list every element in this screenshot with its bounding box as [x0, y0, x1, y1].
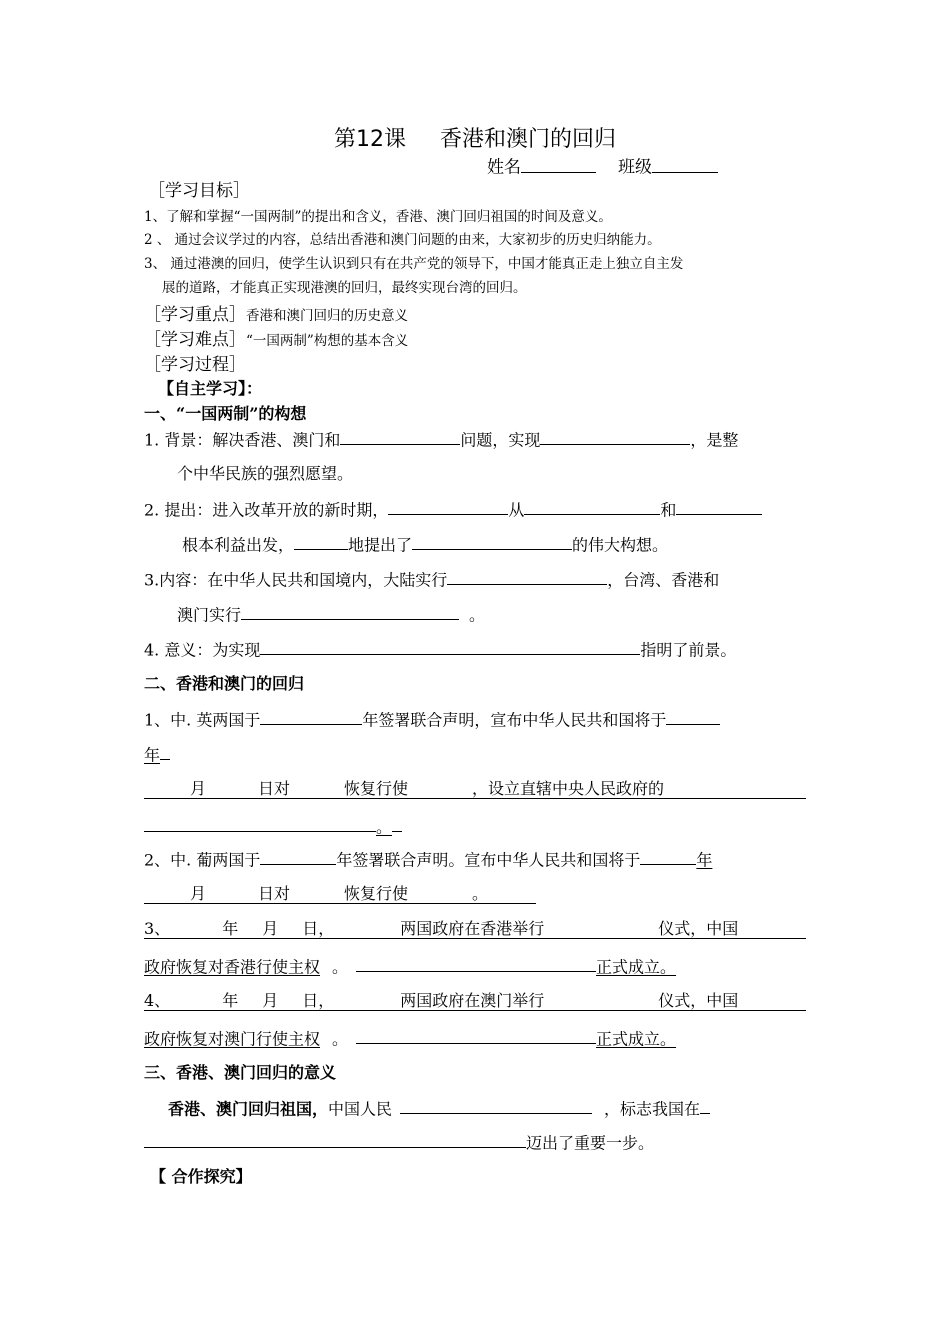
s2-text: 正式成立。: [596, 1029, 677, 1049]
s1-l2-text: 的伟大构想。: [572, 535, 669, 555]
blank[interactable]: [412, 531, 572, 550]
name-blank[interactable]: [521, 152, 596, 173]
s2-text: 正式成立。: [596, 957, 677, 977]
s1-l4-text: 指明了前景。: [640, 640, 737, 660]
blank[interactable]: [160, 741, 170, 760]
focus-text: 香港和澳门回归的历史意义: [246, 308, 408, 324]
self-study-heading: 【自主学习】：: [158, 379, 263, 398]
blank[interactable]: [540, 426, 690, 445]
name-class-line: [487, 152, 718, 178]
s1-l3-text: 3.内容：在中华人民共和国境内，大陆实行: [144, 570, 448, 590]
s2-q2-line1: [144, 846, 712, 870]
blank[interactable]: [144, 1129, 526, 1148]
blank[interactable]: [640, 846, 696, 865]
blank[interactable]: [356, 953, 596, 972]
process-heading: ［学习过程］: [144, 355, 246, 375]
s2-text: 恢复行使: [344, 779, 409, 798]
s2-text: 日对: [258, 779, 291, 798]
blank[interactable]: [260, 636, 640, 655]
difficulty-text: “一国两制”构想的基本含义: [246, 333, 409, 349]
s1-line2-cont: [182, 531, 668, 555]
objective-3: 3、 通过港澳的回归，使学生认识到只有在共产党的领导下，中国才能真正走上独立自主发: [144, 256, 684, 272]
s3-line2: [144, 1129, 654, 1153]
s2-text: 恢复行使: [344, 884, 409, 903]
s2-text: 日对: [258, 884, 291, 903]
s2-q1-line4: [144, 813, 402, 837]
s2-text: 年: [222, 919, 239, 938]
s1-l2-text: 地提出了: [348, 535, 413, 555]
blank[interactable]: [392, 813, 402, 832]
blank[interactable]: [340, 426, 460, 445]
section2-heading: 二、香港和澳门的回归: [144, 674, 305, 693]
s1-l3-text: 。: [469, 605, 486, 625]
s1-l3-text: ，台湾、香港和: [607, 570, 720, 590]
s3-text: 中国人民: [328, 1099, 393, 1119]
blank[interactable]: [294, 531, 348, 550]
s2-text: 仪式，中国: [658, 991, 739, 1010]
s2-q2-line2: [144, 881, 536, 904]
s2-text: 政府恢复对澳门行使主权: [144, 1029, 321, 1049]
s2-text: 日，: [302, 991, 335, 1010]
s2-text: 。: [472, 884, 489, 903]
s1-line3: [144, 566, 719, 590]
objective-3-cont: 展的道路，才能真正实现港澳的回归，最终实现台湾的回归。: [162, 280, 527, 296]
cooperation-heading: 【 合作探究】: [150, 1167, 252, 1186]
s2-text: 年签署联合声明，宣布中华人民共和国将于: [362, 710, 667, 730]
s2-text: 。: [332, 1029, 349, 1049]
s1-l1-text: 1. 背景：解决香港、澳门和: [144, 430, 341, 450]
s1-l2-text: 从: [508, 500, 525, 520]
s2-q1-line1: [144, 706, 720, 730]
s2-text: 政府恢复对香港行使主权: [144, 957, 321, 977]
s2-text: 两国政府在澳门举行: [400, 991, 545, 1010]
page-title: [0, 122, 950, 153]
class-blank[interactable]: [652, 152, 718, 173]
objective-2: 2 、 通过会议学过的内容，总结出香港和澳门问题的由来，大家初步的历史归纳能力。: [144, 232, 661, 248]
blank[interactable]: [524, 496, 660, 515]
s3-line1: [168, 1095, 710, 1119]
blank[interactable]: [400, 1095, 592, 1114]
class-label: 班级: [618, 157, 652, 178]
blank[interactable]: [260, 706, 362, 725]
s2-text: 仪式，中国: [658, 919, 739, 938]
s1-l3-text: 澳门实行: [177, 605, 242, 625]
s1-line1-cont: 个中华民族的强烈愿望。: [177, 464, 354, 483]
s1-line1: [144, 426, 738, 450]
s2-text: 年签署联合声明。宣布中华人民共和国将于: [336, 850, 641, 870]
s1-l2-text: 根本利益出发，: [182, 535, 295, 555]
focus-line: [144, 300, 408, 325]
s2-text: 两国政府在香港举行: [400, 919, 545, 938]
lesson-number: 第12课: [333, 127, 406, 152]
blank[interactable]: [241, 601, 459, 620]
blank[interactable]: [666, 706, 720, 725]
s2-text: 日，: [302, 919, 335, 938]
s2-text: 3、: [144, 919, 171, 938]
blank[interactable]: [447, 566, 607, 585]
lesson-topic: 香港和澳门的回归: [439, 127, 616, 152]
s2-text: 年: [144, 745, 161, 765]
s1-l1-text: ，是整: [690, 430, 739, 450]
s2-text: 月: [262, 991, 279, 1010]
section1-heading: 一、“一国两制”的构想: [144, 404, 307, 423]
blank[interactable]: [676, 496, 762, 515]
name-label: 姓名: [487, 157, 521, 178]
s3-text: 迈出了重要一步。: [526, 1133, 655, 1153]
difficulty-line: [144, 325, 408, 350]
s1-l2-text: 2. 提出：进入改革开放的新时期，: [144, 500, 389, 520]
s1-line3-cont: [177, 601, 485, 625]
section3-heading: 三、香港、澳门回归的意义: [144, 1063, 337, 1082]
s2-q3-line1: [144, 916, 806, 939]
s1-l2-text: 和: [660, 500, 677, 520]
s2-text: 年: [696, 850, 713, 870]
blank[interactable]: [144, 813, 376, 832]
s2-text: 2、中. 葡两国于: [144, 850, 261, 870]
blank[interactable]: [260, 846, 336, 865]
s1-line4: [144, 636, 736, 660]
s2-text: 年: [222, 991, 239, 1010]
s2-text: 1、中. 英两国于: [144, 710, 261, 730]
s2-text: 4、: [144, 991, 171, 1010]
difficulty-label: ［学习难点］: [144, 330, 246, 350]
focus-label: ［学习重点］: [144, 305, 246, 325]
blank[interactable]: [700, 1095, 710, 1114]
s2-text: 月: [190, 779, 207, 798]
s1-l1-text: 问题，实现: [460, 430, 541, 450]
blank[interactable]: [356, 1025, 596, 1044]
s1-l4-text: 4. 意义：为实现: [144, 640, 261, 660]
s2-q1-line2: [144, 741, 170, 765]
s2-text: ，设立直辖中央人民政府的: [472, 779, 665, 798]
objective-1: 1、了解和掌握“一国两制”的提出和含义，香港、澳门回归祖国的时间及意义。: [144, 209, 612, 225]
s3-text: ，标志我国在: [604, 1099, 701, 1119]
s2-text: 。: [376, 817, 393, 837]
objectives-heading: ［学习目标］: [148, 181, 250, 201]
s2-text: 月: [262, 919, 279, 938]
s2-q1-line3: [144, 776, 806, 799]
s2-q4-line2: [144, 1025, 676, 1049]
s3-text: 香港、澳门回归祖国，: [168, 1099, 329, 1119]
blank[interactable]: [388, 496, 508, 515]
s2-text: 。: [332, 957, 349, 977]
s2-text: 月: [190, 884, 207, 903]
s2-q3-line2: [144, 953, 676, 977]
s1-line2: [144, 496, 762, 520]
s2-q4-line1: [144, 988, 806, 1011]
